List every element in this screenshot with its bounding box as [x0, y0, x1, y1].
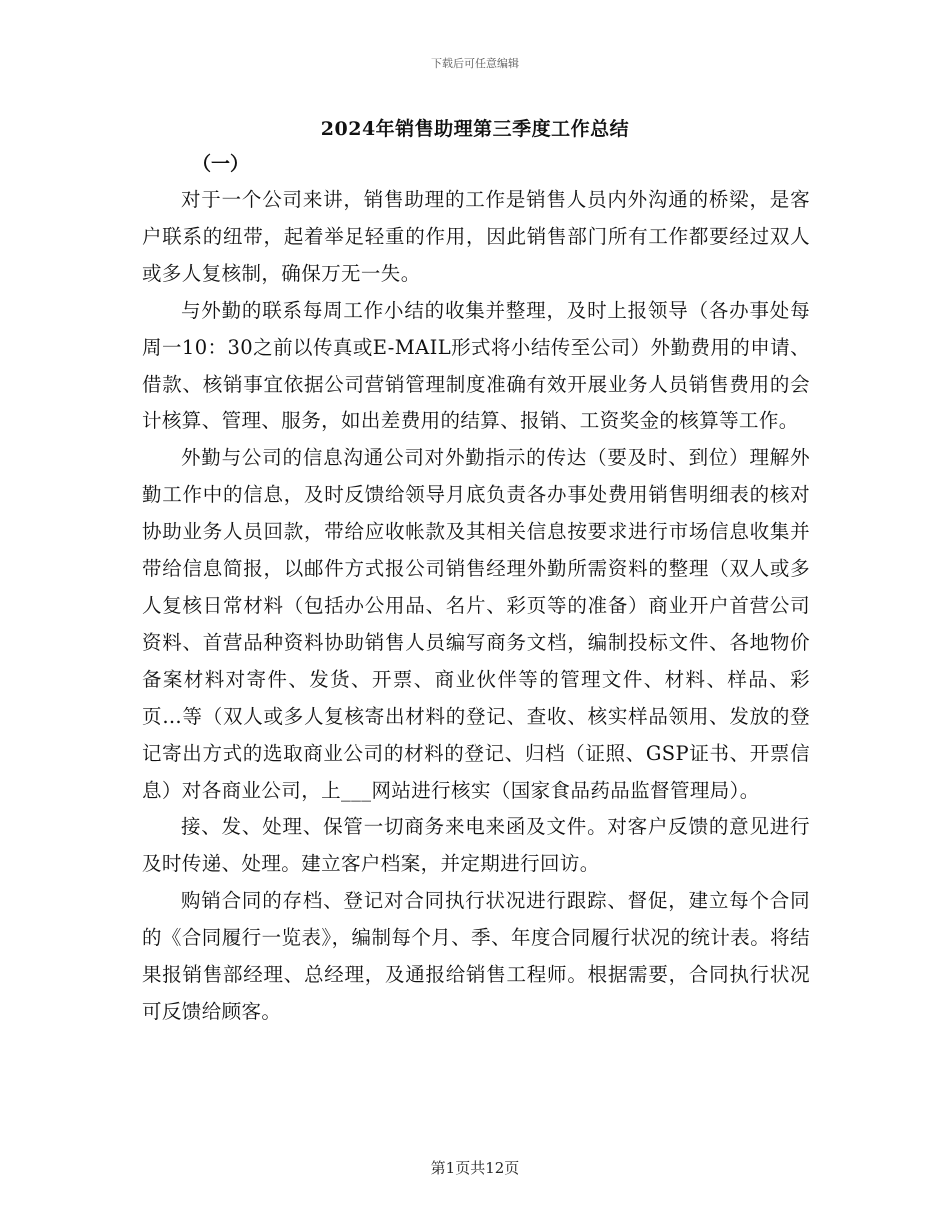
- paragraph: 对于一个公司来讲，销售助理的工作是销售人员内外沟通的桥梁，是客户联系的纽带，起着举足轻重的作用，因此销售部门所有工作都要经过双人或多人复核制，确保万无一失。: [142, 188, 810, 285]
- section-heading: （一）: [192, 153, 250, 175]
- paragraph: 外勤与公司的信息沟通公司对外勤指示的传达（要及时、到位）理解外勤工作中的信息，及时反馈给领导月底负责各办事处费用销售明细表的核对协助业务人员回款，带给应收帐款及其相关信息按要求进行市场信息收集并带给信息简报，以邮件方式报公司销售经理外勤所需资料的整理（双人或多人复核日常材料（包括办公用品、名片、彩页等的准备）商业开户首营公司资料、首营品种资料协助销售人员编写商务文档，编制投标文件、各地物价备案材料对寄件、发货、开票、商业伙伴等的管理文件、材料、样品、彩页…等（双人或多人复核寄出材料的登记、查收、核实样品领用、发放的登记寄出方式的选取商业公司的材料的登记、归档（证照、GSP证书、开票信息）对各商业公司，上___网站进行核实（国家食品药品监督管理局）。: [142, 446, 810, 802]
- document-body: [142, 182, 810, 1031]
- paragraph: 与外勤的联系每周工作小结的收集并整理，及时上报领导（各办事处每周一10：30之前以传真或E-MAIL形式将小结传至公司）外勤费用的申请、借款、核销事宜依据公司营销管理制度准确有效开展业务人员销售费用的会计核算、管理、服务，如出差费用的结算、报销、工资奖金的核算等工作。: [142, 298, 810, 433]
- paragraph: 购销合同的存档、登记对合同执行状况进行跟踪、督促，建立每个合同的《合同履行一览表》，编制每个月、季、年度合同履行状况的统计表。将结果报销售部经理、总经理，及通报给销售工程师。根据需要，合同执行状况可反馈给顾客。: [142, 889, 810, 1023]
- header-note: 下载后可任意编辑: [431, 57, 519, 70]
- page-footer: 第1页共12页: [430, 1159, 520, 1177]
- paragraph: 接、发、处理、保管一切商务来电来函及文件。对客户反馈的意见进行及时传递、处理。建立客户档案，并定期进行回访。: [142, 815, 810, 876]
- document-title: 2024年销售助理第三季度工作总结: [320, 118, 630, 140]
